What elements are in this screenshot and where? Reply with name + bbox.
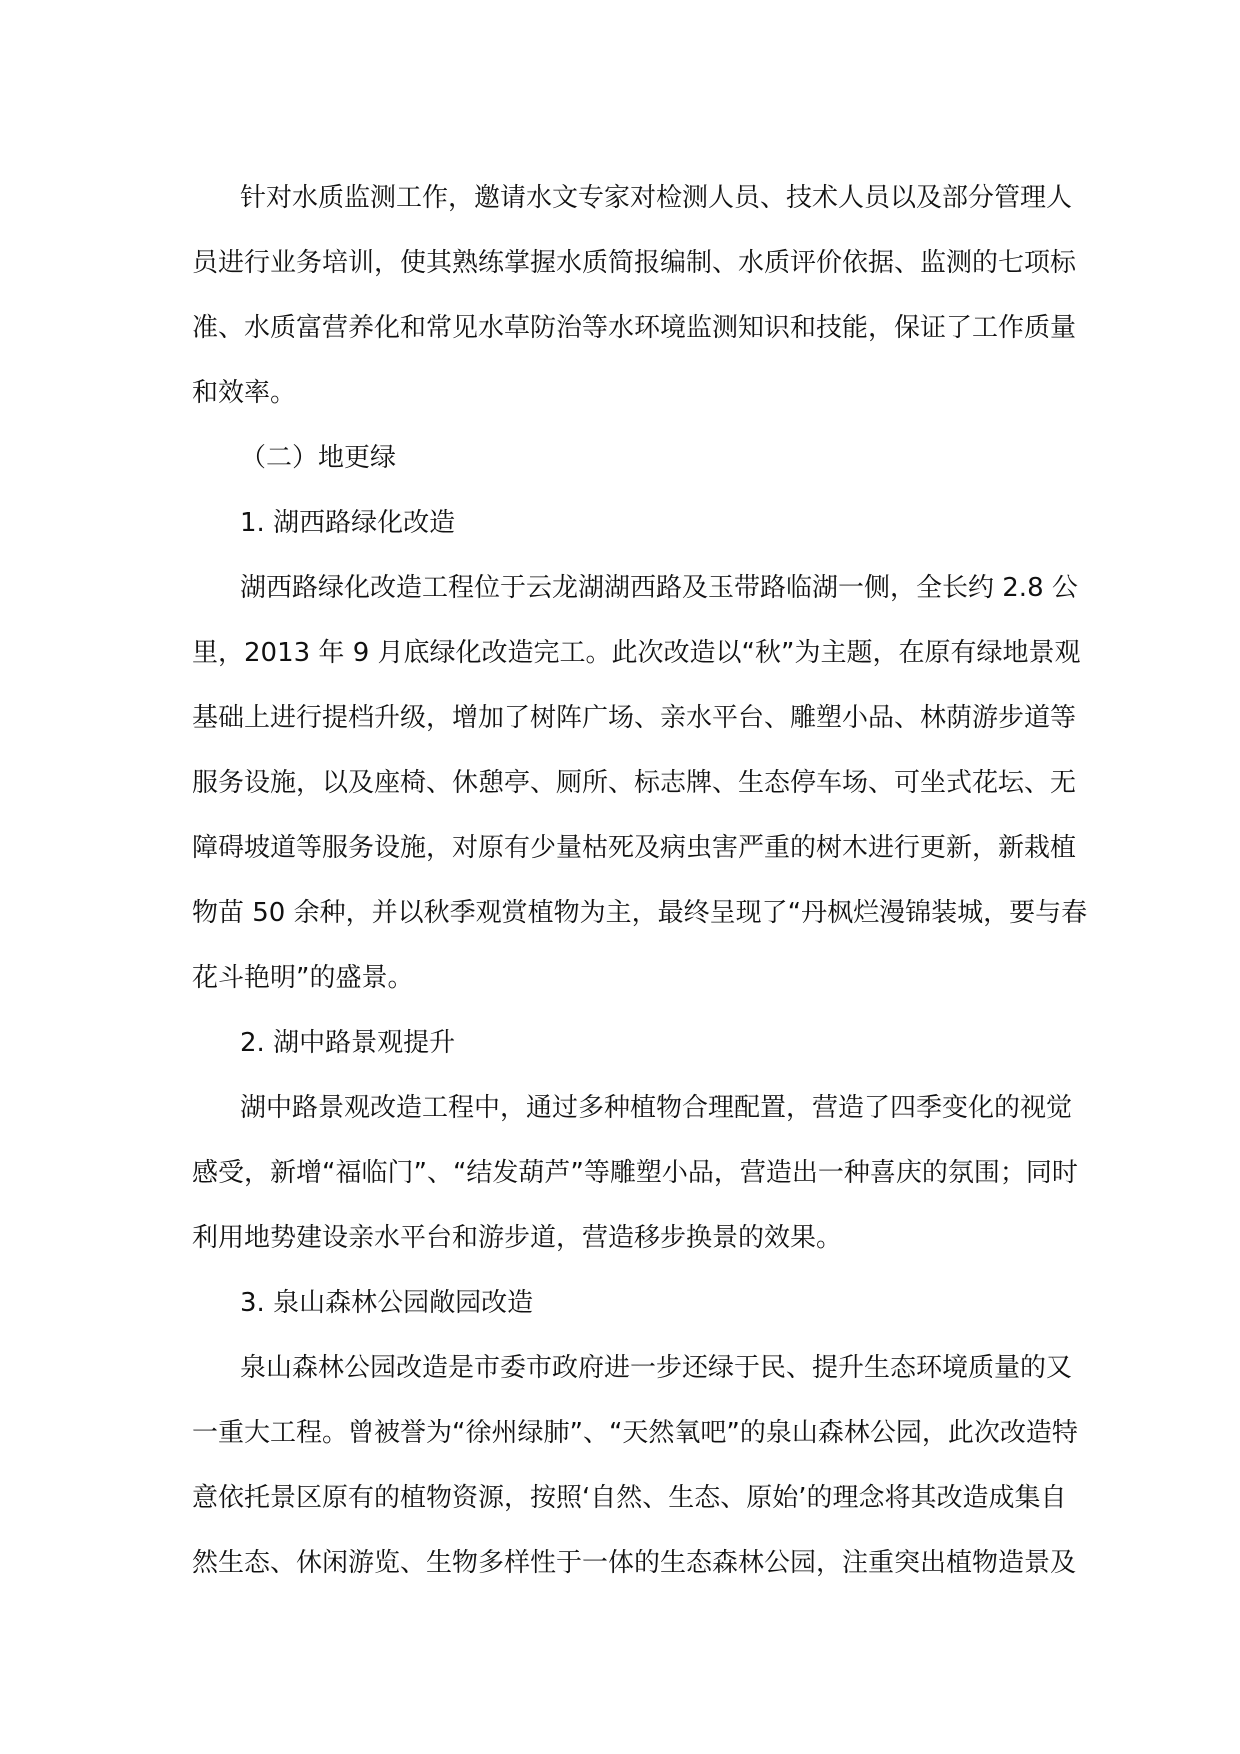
- text-line: 泉山森林公园改造是市委市政府进一步还绿于民、提升生态环境质量的又: [240, 1353, 1073, 1383]
- text-line: 里，2013 年 9 月底绿化改造完工。此次改造以“秋”为主题，在原有绿地景观: [192, 638, 1081, 668]
- text-line: 感受，新增“福临门”、“结发葫芦”等雕塑小品，营造出一种喜庆的氛围；同时: [192, 1158, 1078, 1188]
- text-line: 准、水质富营养化和常见水草防治等水环境监测知识和技能，保证了工作质量: [192, 313, 1077, 343]
- text-line: 和效率。: [192, 378, 297, 408]
- text-line: 意依托景区原有的植物资源，按照‘自然、生态、原始’的理念将其改造成集自: [192, 1483, 1067, 1513]
- text-line: （二）地更绿: [240, 443, 397, 473]
- text-line: 基础上进行提档升级，增加了树阵广场、亲水平台、雕塑小品、林荫游步道等: [192, 703, 1077, 733]
- text-line: 然生态、休闲游览、生物多样性于一体的生态森林公园，注重突出植物造景及: [192, 1548, 1077, 1578]
- text-line: 员进行业务培训，使其熟练掌握水质简报编制、水质评价依据、监测的七项标: [192, 248, 1077, 278]
- text-line: 花斗艳明”的盛景。: [192, 963, 414, 993]
- text-line: 3. 泉山森林公园敞园改造: [240, 1288, 534, 1318]
- document-body: [192, 178, 1088, 1608]
- text-line: 服务设施，以及座椅、休憩亭、厕所、标志牌、生态停车场、可坐式花坛、无: [192, 768, 1077, 798]
- text-line: 一重大工程。曾被誉为“徐州绿肺”、“天然氧吧”的泉山森林公园，此次改造特: [192, 1418, 1078, 1448]
- text-line: 利用地势建设亲水平台和游步道，营造移步换景的效果。: [192, 1223, 843, 1253]
- text-line: 2. 湖中路景观提升: [240, 1028, 456, 1058]
- text-line: 针对水质监测工作，邀请水文专家对检测人员、技术人员以及部分管理人: [240, 183, 1073, 213]
- text-line: 湖中路景观改造工程中，通过多种植物合理配置，营造了四季变化的视觉: [240, 1093, 1073, 1123]
- text-line: 湖西路绿化改造工程位于云龙湖湖西路及玉带路临湖一侧，全长约 2.8 公: [240, 573, 1078, 603]
- text-line: 物苗 50 余种，并以秋季观赏植物为主，最终呈现了“丹枫烂漫锦装城，要与春: [192, 898, 1088, 928]
- text-line: 1. 湖西路绿化改造: [240, 508, 456, 538]
- text-line: 障碍坡道等服务设施，对原有少量枯死及病虫害严重的树木进行更新，新栽植: [192, 833, 1077, 863]
